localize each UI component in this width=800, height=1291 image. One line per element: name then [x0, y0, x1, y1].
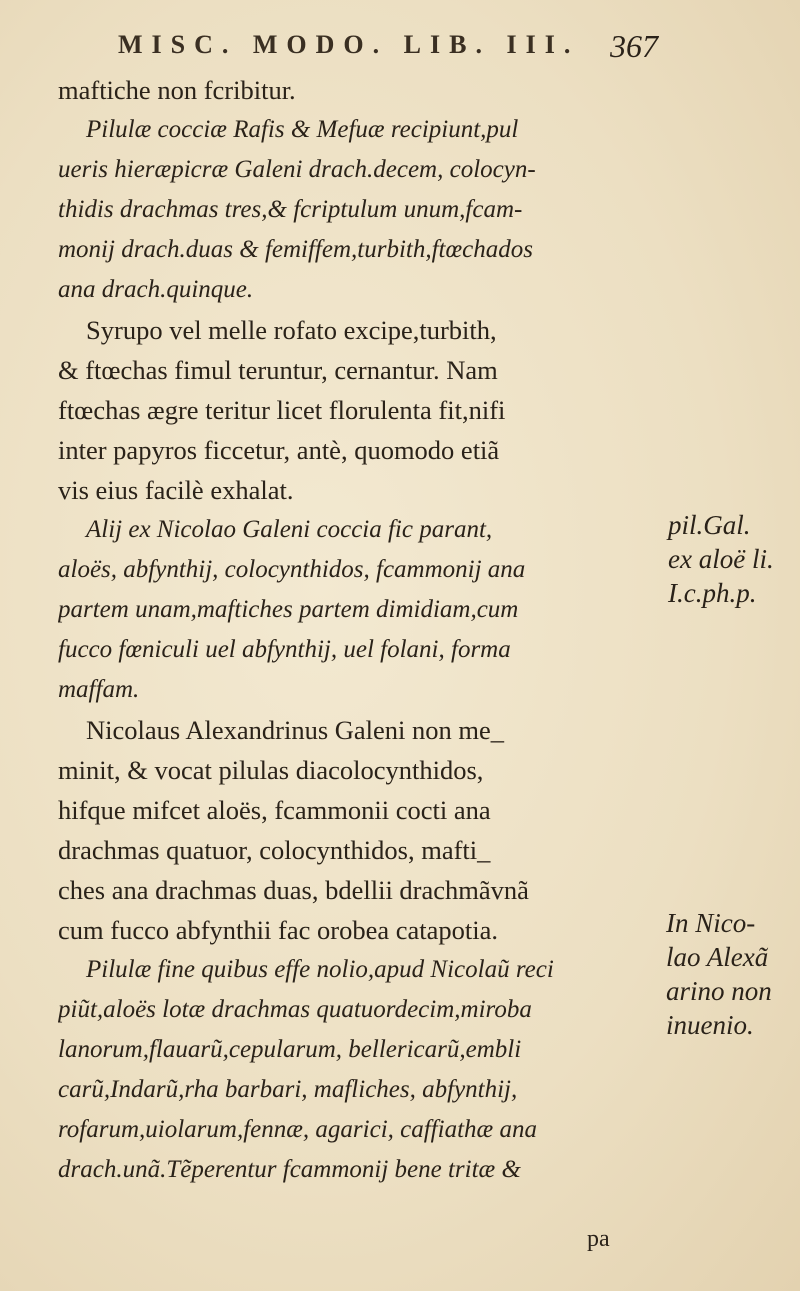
text-line: maffam. — [58, 676, 140, 703]
page-number: 367 — [610, 28, 658, 64]
text-line: ches ana drachmas duas, bdellii drachmãvnã — [58, 875, 529, 905]
text-line: vis eius facilè exhalat. — [58, 475, 294, 505]
text-line: partem unam,maftiches partem dimidiam,cum — [58, 596, 519, 623]
text-line: inter papyros ficcetur, antè, quomodo etiã — [58, 435, 500, 465]
margin-note-line: I.c.ph.p. — [668, 578, 757, 608]
text-line: drachmas quatuor, colocynthidos, mafti_ — [58, 835, 491, 865]
margin-note-2 — [666, 906, 772, 1042]
text-line: monij drach.duas & femiffem,turbith,ftœchados — [58, 236, 533, 263]
text-line: thidis drachmas tres,& fcriptulum unum,fcam- — [58, 196, 523, 223]
text-line: ueris hieræpicræ Galeni drach.decem, colocyn- — [58, 156, 536, 183]
margin-note-1 — [668, 508, 774, 610]
text-line: Syrupo vel melle rofato excipe,turbith, — [86, 315, 497, 345]
running-head: MISC. MODO. LIB. III. — [118, 30, 580, 59]
main-text-block — [58, 70, 654, 1190]
margin-note-line: arino non — [666, 976, 772, 1006]
margin-note-line: lao Alexã — [666, 942, 769, 972]
text-line: aloës, abfynthij, colocynthidos, fcammonij ana — [58, 556, 526, 583]
catchword: pa — [587, 1226, 610, 1252]
text-line: piũt,aloës lotæ drachmas quatuordecim,miroba — [58, 996, 532, 1023]
text-line: drach.unã.Tẽperentur fcammonij bene tritæ & — [58, 1156, 521, 1183]
text-line: minit, & vocat pilulas diacolocynthidos, — [58, 755, 484, 785]
text-line: & ftœchas fimul teruntur, cernantur. Nam — [58, 355, 498, 385]
margin-note-line: pil.Gal. — [668, 510, 751, 540]
text-line: maftiche non fcribitur. — [58, 75, 296, 105]
page-header — [118, 30, 658, 70]
text-line: rofarum,uiolarum,fennæ, agarici, caffiathæ ana — [58, 1116, 537, 1143]
text-line: ftœchas ægre teritur licet florulenta fit,nifi — [58, 395, 506, 425]
margin-note-line: ex aloë li. — [668, 544, 774, 574]
margin-note-line: In Nico- — [666, 908, 756, 938]
text-line: carũ,Indarũ,rha barbari, mafliches, abfynthij, — [58, 1076, 518, 1103]
text-line: Pilulæ cocciæ Rafis & Mefuæ recipiunt,pul — [86, 116, 519, 143]
text-line: hifque mifcet aloës, fcammonii cocti ana — [58, 795, 491, 825]
text-line: lanorum,flauarũ,cepularum, bellericarũ,embli — [58, 1036, 522, 1063]
text-line: cum fucco abfynthii fac orobea catapotia. — [58, 915, 498, 945]
text-line: Alij ex Nicolao Galeni coccia fic parant, — [86, 516, 493, 543]
text-line: fucco fœniculi uel abfynthij, uel folani, forma — [58, 636, 511, 663]
text-line: Nicolaus Alexandrinus Galeni non me_ — [86, 715, 505, 745]
text-line: ana drach.quinque. — [58, 276, 254, 303]
text-line: Pilulæ fine quibus effe nolio,apud Nicolaũ reci — [86, 956, 554, 983]
margin-note-line: inuenio. — [666, 1010, 754, 1040]
